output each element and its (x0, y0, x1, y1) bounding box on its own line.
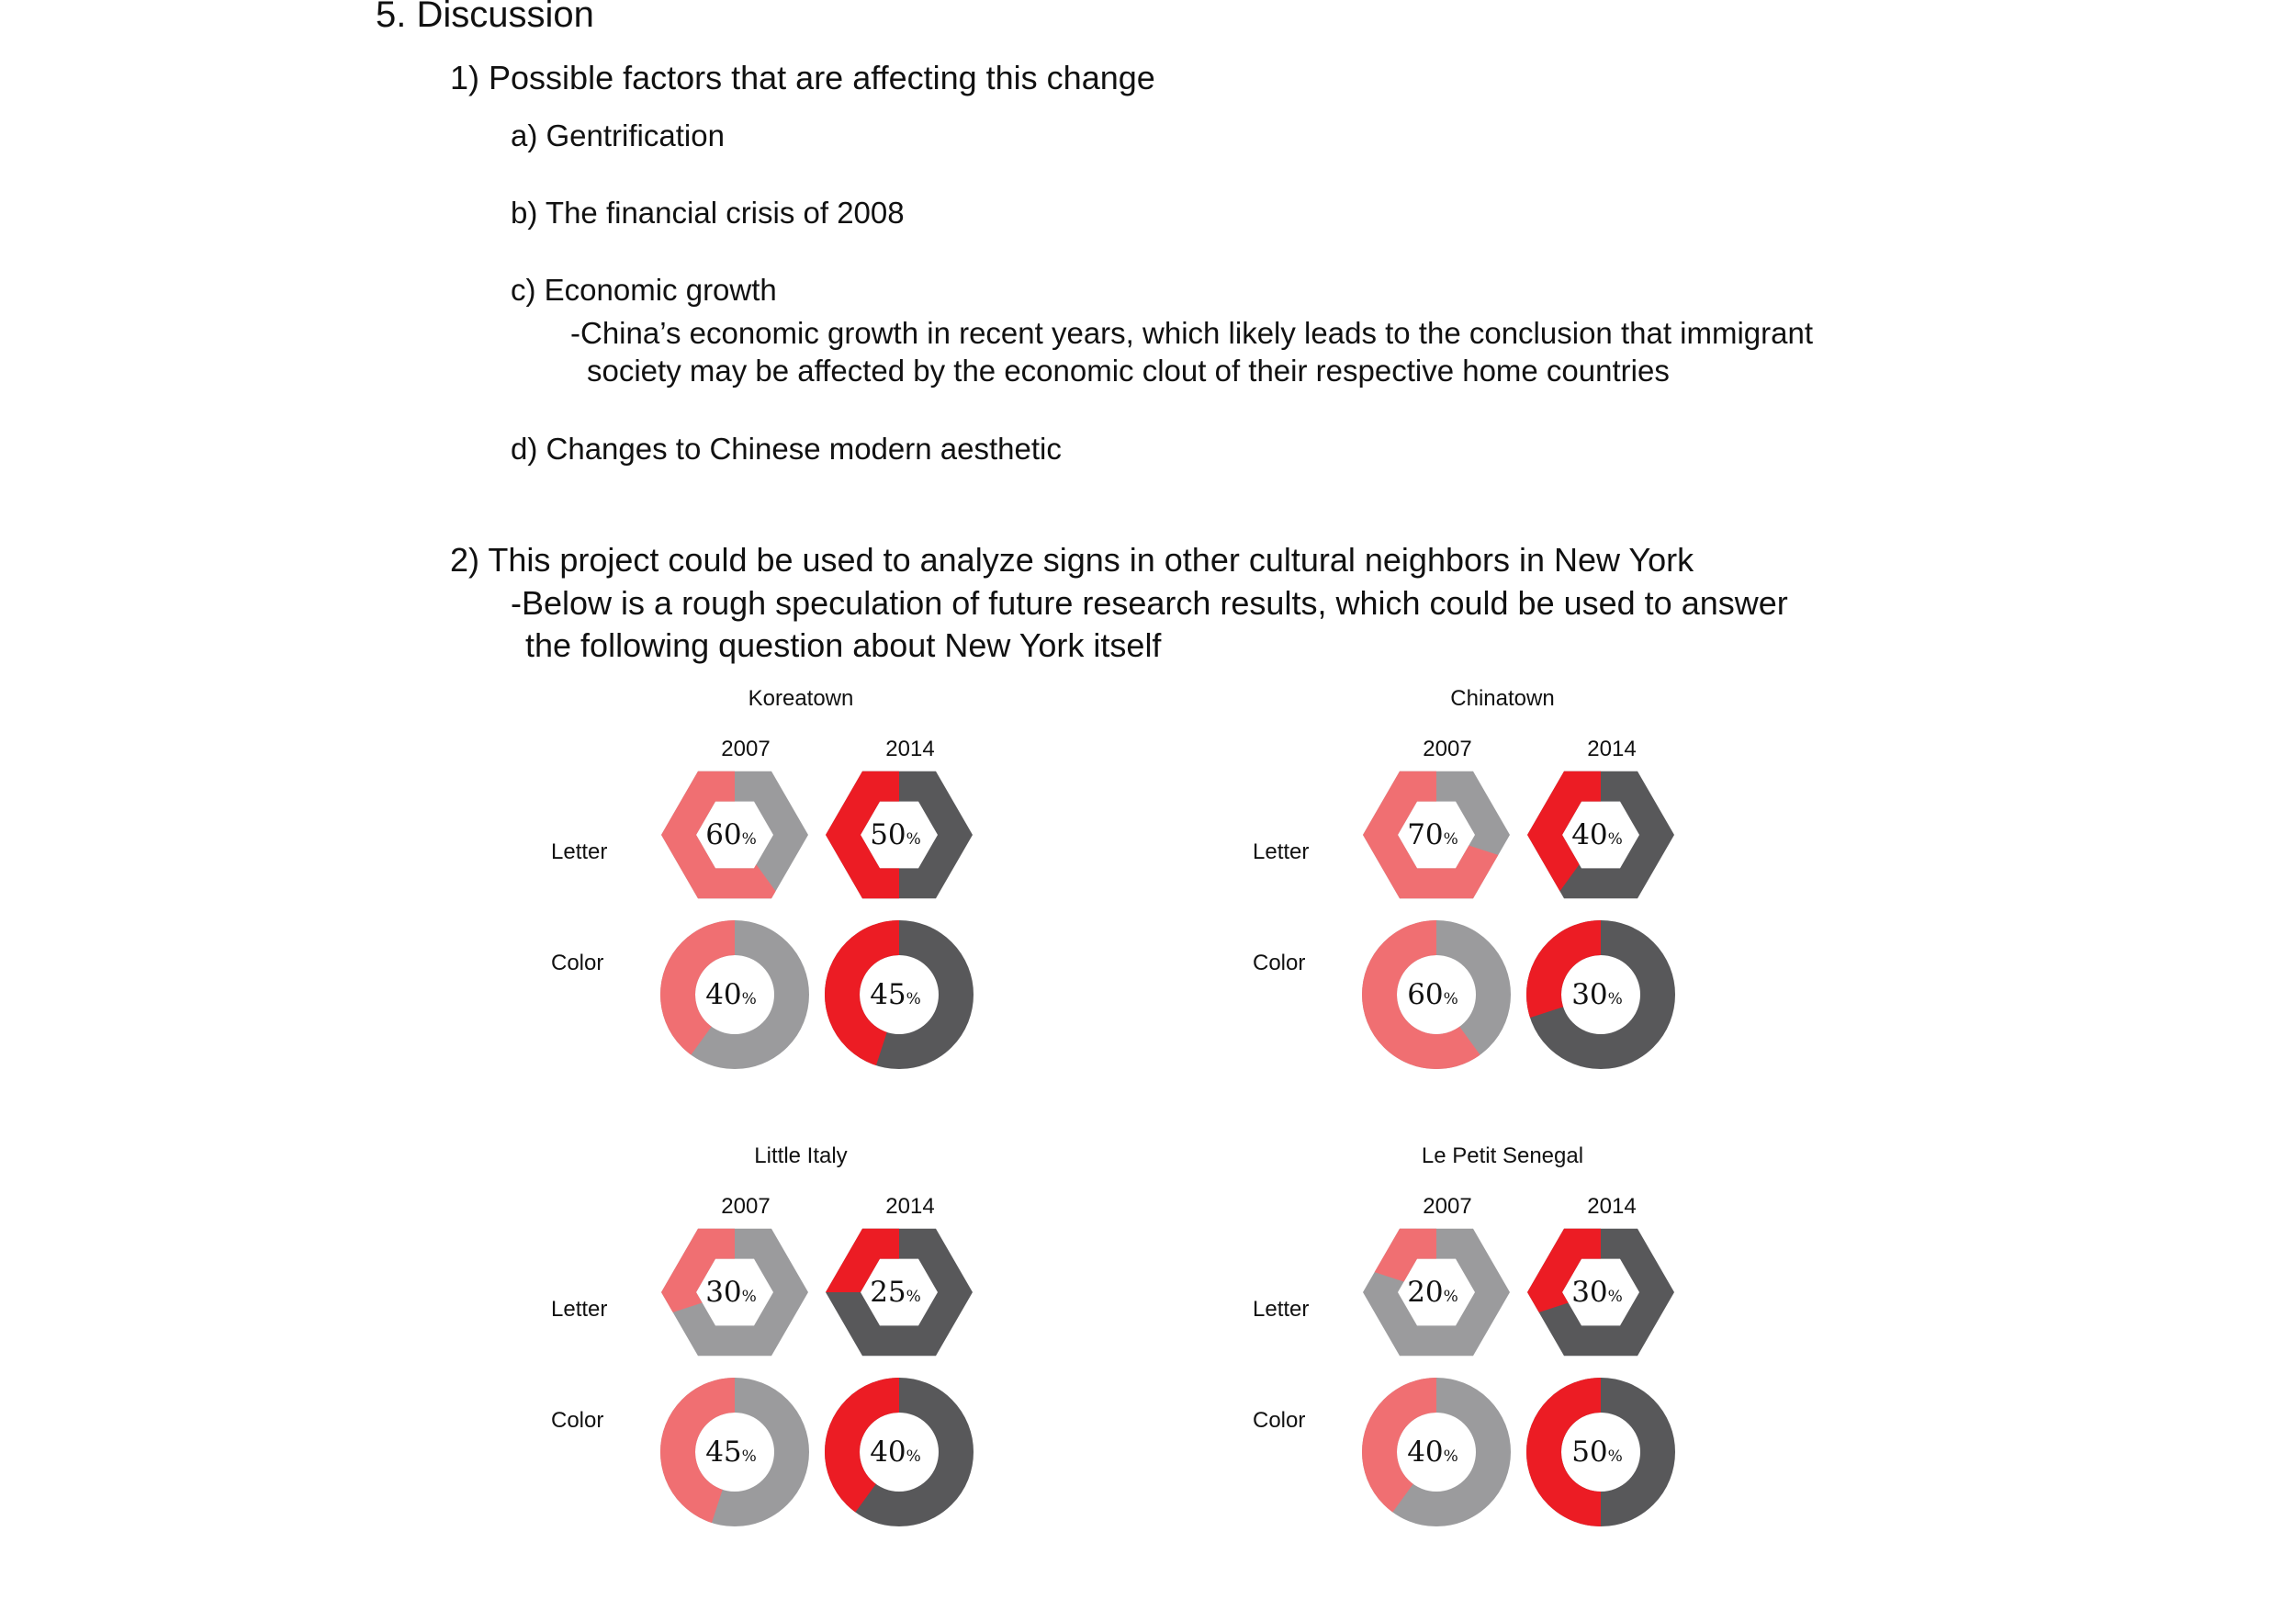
color-2007-mark (1379, 938, 1493, 1052)
chart-title: Little Italy (754, 1143, 848, 1168)
color-2014-mark (842, 938, 956, 1052)
letter-2007-mark (1363, 1229, 1510, 1357)
letter-2014-mark (826, 771, 973, 899)
percent-label: 60% (705, 818, 757, 851)
percent-label: 30% (1571, 1276, 1623, 1309)
percent-label: 25% (870, 1276, 921, 1309)
factor-c: c) Economic growth (511, 273, 777, 307)
row-label-letter: Letter (1253, 839, 1310, 864)
row-label-color: Color (1253, 1408, 1306, 1433)
year-label-2014: 2014 (1587, 737, 1637, 761)
chart-title: Koreatown (748, 686, 854, 711)
chart-koreatown (551, 686, 973, 1052)
percent-label: 20% (1407, 1276, 1458, 1309)
chart-chinatown (1253, 686, 1674, 1052)
factor-c-note-line1: -China’s economic growth in recent years, which likely leads to the conclusion that immigrant (570, 316, 1814, 350)
color-2014-mark (1544, 938, 1658, 1052)
year-label-2007: 2007 (1423, 737, 1472, 761)
color-2014-mark (842, 1395, 956, 1509)
letter-2014-mark (1527, 1229, 1674, 1357)
year-label-2014: 2014 (1587, 1194, 1637, 1219)
percent-label: 50% (1571, 1436, 1623, 1469)
percent-label: 45% (870, 978, 921, 1011)
year-label-2007: 2007 (1423, 1194, 1472, 1219)
letter-2014-mark (1527, 771, 1674, 899)
letter-2007-mark (661, 771, 808, 899)
percent-label: 70% (1407, 818, 1458, 851)
page-heading: 5. Discussion (376, 0, 594, 35)
percent-label: 40% (1571, 818, 1623, 851)
row-label-letter: Letter (551, 839, 608, 864)
color-2007-mark (1379, 1395, 1493, 1509)
color-2014-mark (1544, 1395, 1658, 1509)
factor-d: d) Changes to Chinese modern aesthetic (511, 432, 1062, 466)
year-label-2014: 2014 (885, 1194, 935, 1219)
year-label-2007: 2007 (721, 1194, 771, 1219)
chart-title: Le Petit Senegal (1421, 1143, 1584, 1168)
row-label-letter: Letter (1253, 1297, 1310, 1322)
percent-label: 40% (705, 978, 757, 1011)
percent-label: 40% (1407, 1436, 1458, 1469)
chart-title: Chinatown (1450, 686, 1555, 711)
row-label-color: Color (1253, 951, 1306, 975)
section2-note-line1: -Below is a rough speculation of future research results, which could be used to answer (511, 584, 1788, 622)
row-label-letter: Letter (551, 1297, 608, 1322)
color-2007-mark (678, 938, 792, 1052)
color-2007-mark (678, 1395, 792, 1509)
section1-title: 1) Possible factors that are affecting this change (450, 59, 1155, 96)
year-label-2007: 2007 (721, 737, 771, 761)
percent-label: 50% (870, 818, 921, 851)
factor-a: a) Gentrification (511, 118, 725, 152)
percent-label: 30% (705, 1276, 757, 1309)
factor-b: b) The financial crisis of 2008 (511, 196, 905, 230)
percent-label: 60% (1407, 978, 1458, 1011)
factor-c-note-line2: society may be affected by the economic clout of their respective home countries (587, 354, 1670, 388)
section2-note-line2: the following question about New York itself (525, 626, 1162, 664)
letter-2007-mark (1363, 771, 1510, 899)
chart-little-italy (551, 1143, 973, 1509)
year-label-2014: 2014 (885, 737, 935, 761)
percent-label: 45% (705, 1436, 757, 1469)
row-label-color: Color (551, 951, 604, 975)
section2-title: 2) This project could be used to analyze signs in other cultural neighbors in New York (450, 541, 1694, 579)
percent-label: 40% (870, 1436, 921, 1469)
letter-2014-mark (826, 1229, 973, 1357)
percent-label: 30% (1571, 978, 1623, 1011)
chart-le-petit-senegal (1253, 1143, 1674, 1509)
letter-2007-mark (661, 1229, 808, 1357)
row-label-color: Color (551, 1408, 604, 1433)
